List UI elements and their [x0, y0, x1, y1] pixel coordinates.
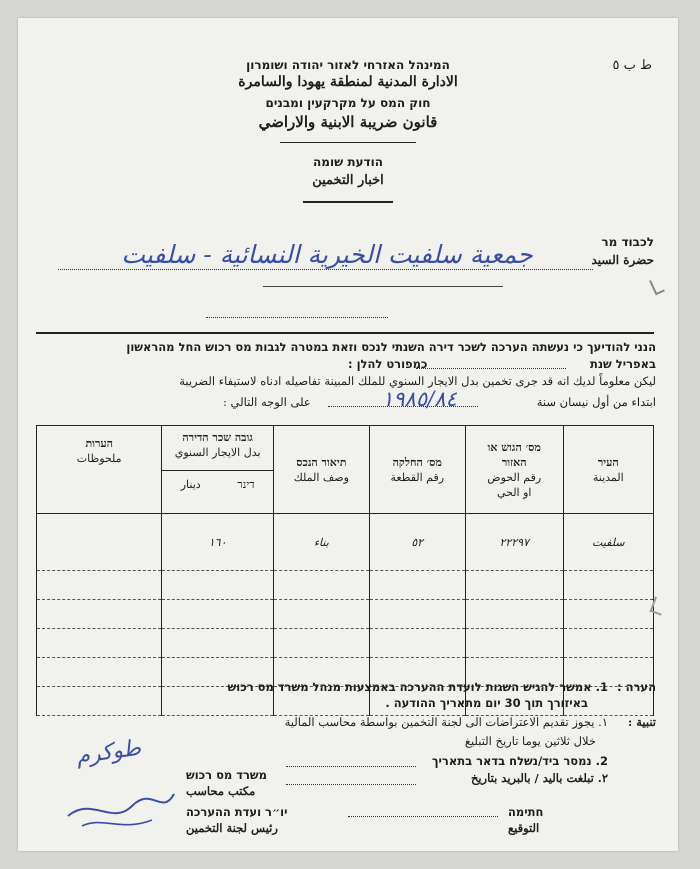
remark-label-ar: تنبية : — [627, 715, 656, 729]
table-row — [37, 514, 654, 571]
table-cell — [563, 600, 653, 629]
table-cell — [563, 571, 653, 600]
table-cell — [162, 571, 274, 600]
sig-office-ar: مكتب محاسب — [186, 784, 256, 798]
col-rent-units — [162, 470, 273, 497]
cell-description: بناء — [273, 514, 369, 571]
assessment-table — [36, 425, 654, 716]
col-notes-ar: ملحوظات — [76, 452, 122, 465]
notice-year-handwritten: ١٩٨٥/٨٤ — [382, 387, 457, 411]
header-line-4: قانون ضريبة الابنية والاراضي — [258, 113, 438, 131]
col-rent-he: גובה שכר הדירה — [182, 431, 253, 444]
units-ar: دينار — [180, 477, 201, 491]
sig-label-ar: التوقيع — [508, 821, 540, 835]
remark-item-1b: באיזורך תוך 30 יום מתאריך ההודעה . — [385, 696, 588, 710]
table-cell — [37, 687, 162, 716]
notice-rule — [36, 332, 654, 334]
remark-item-1a: 1. אמשר להגיש השגות לועדת ההערכה באמצעות מנהל משרד מס רכוש — [227, 680, 608, 694]
col-notes — [37, 426, 162, 514]
staple-mark — [649, 277, 665, 296]
handwritten-initials: طوكرم — [74, 735, 143, 770]
sig-line — [348, 816, 498, 817]
sig-label-he: חתימה — [508, 805, 544, 819]
header-divider — [280, 142, 416, 143]
table-cell — [465, 571, 563, 600]
notice-line-1: הנני להודיעך כי נעשתה הערכה לשכר דירה השנתי לנכס וזאת במטרה לגבות מס רכוש החל מהראשון — [126, 340, 656, 354]
col-parcel — [369, 426, 465, 514]
notice-year-blank — [416, 368, 566, 369]
col-parcel-he: מס׳ החלקה — [392, 455, 442, 469]
table-cell — [273, 600, 369, 629]
col-description-he: תיאור הנכס — [296, 455, 347, 469]
units-he: דינר — [237, 477, 255, 491]
notice-line-4a: ابتداء من أول نيسان سنة — [536, 395, 656, 409]
table-cell — [162, 600, 274, 629]
header-line-2: الادارة المدنية لمنطقة يهودا والسامرة — [238, 74, 458, 90]
col-city-ar: المدينة — [592, 470, 624, 484]
remark-item-2b: خلال ثلاثين يوما تاريخ التبليغ — [464, 734, 596, 748]
col-rent-ar: بدل الايجار السنوي — [174, 446, 261, 459]
col-rent — [162, 426, 274, 514]
cell-notes — [37, 514, 162, 571]
header-line-3: חוק המס על מקרקעין ומבנים — [265, 96, 431, 110]
header-line-1: המינהל האזרחי לאזור יהודה ושומרון — [246, 58, 450, 72]
header-rule — [303, 201, 393, 203]
remark-item-3: 2. נמסר ביד/נשלח בדאר בתאריך — [431, 754, 608, 768]
table-row — [37, 600, 654, 629]
notice-line-2b: כמפורט להלן : — [348, 357, 428, 371]
handwritten-signature — [62, 786, 182, 836]
cell-rent: ١٦٠ — [162, 514, 274, 571]
form-sheet — [18, 18, 678, 851]
col-city-he: העיר — [597, 455, 619, 469]
sig-chair-ar: رئيس لجنة التخمين — [186, 821, 278, 835]
remark-item-2a: ١. يجوز تقديم الاعتراضات الى لجنة التخمين بواسطة محاسب المالية — [284, 715, 608, 729]
table-row — [37, 571, 654, 600]
table-cell — [37, 658, 162, 687]
table-cell — [37, 629, 162, 658]
addressee-line-1 — [58, 269, 593, 270]
header-line-6: اخبار التخمين — [312, 173, 384, 188]
remark-item-4: ٢. تبلغت باليد / بالبريد بتاريخ — [470, 771, 608, 785]
table-cell — [465, 629, 563, 658]
cell-city: سلفيت — [563, 514, 653, 571]
sig-office-he: משרד מס רכוש — [186, 768, 267, 782]
col-parcel-ar: رقم القطعة — [390, 470, 445, 484]
table-cell — [273, 571, 369, 600]
col-city — [563, 426, 653, 514]
addressee-line-2 — [263, 286, 503, 287]
addressee-line-3 — [206, 317, 388, 318]
form-code: ط ب ٥ — [612, 58, 652, 73]
col-block — [465, 426, 563, 514]
col-block-ar: رقم الحوض او الحي — [487, 470, 542, 499]
cell-parcel: ٥٢ — [369, 514, 465, 571]
col-block-he: מס׳ הגוש או האזור — [487, 440, 541, 469]
addressee-label-ar: حضرة السيد — [591, 253, 654, 267]
remark-label-he: הערה : — [617, 680, 656, 694]
table-cell — [273, 629, 369, 658]
notice-line-2a: באפריל שנת — [589, 357, 656, 371]
col-description — [273, 426, 369, 514]
addressee-name: جمعية سلفيت الخيرية النسائية - سلفيت — [121, 240, 533, 269]
col-notes-he: הערות — [85, 437, 113, 450]
table-cell — [465, 600, 563, 629]
addressee-label-he: לכבוד מר — [601, 235, 654, 249]
col-description-ar: وصف الملك — [293, 470, 349, 484]
table-cell — [162, 629, 274, 658]
remark-date-line-2 — [286, 784, 416, 785]
table-cell — [37, 571, 162, 600]
notice-year-line — [328, 406, 478, 407]
table-cell — [369, 600, 465, 629]
notice-line-3: ليكن معلوماً لديك انه قد جرى تخمين بدل الايجار السنوي للملك المبينة تفاصيله ادناه لاستيفاء الضريبة — [179, 374, 656, 388]
table-header-row — [37, 426, 654, 514]
table-cell — [37, 600, 162, 629]
table-cell — [369, 629, 465, 658]
sig-chair-he: יו״ר ועדת ההערכה — [186, 805, 288, 819]
header-line-5: הודעת שומה — [313, 155, 383, 169]
remark-date-line-1 — [286, 766, 416, 767]
notice-line-4b: على الوجه التالي : — [223, 395, 311, 409]
cell-block: ٢٢٢٩٧ — [465, 514, 563, 571]
table-row — [37, 629, 654, 658]
table-cell — [369, 571, 465, 600]
table-cell — [563, 629, 653, 658]
